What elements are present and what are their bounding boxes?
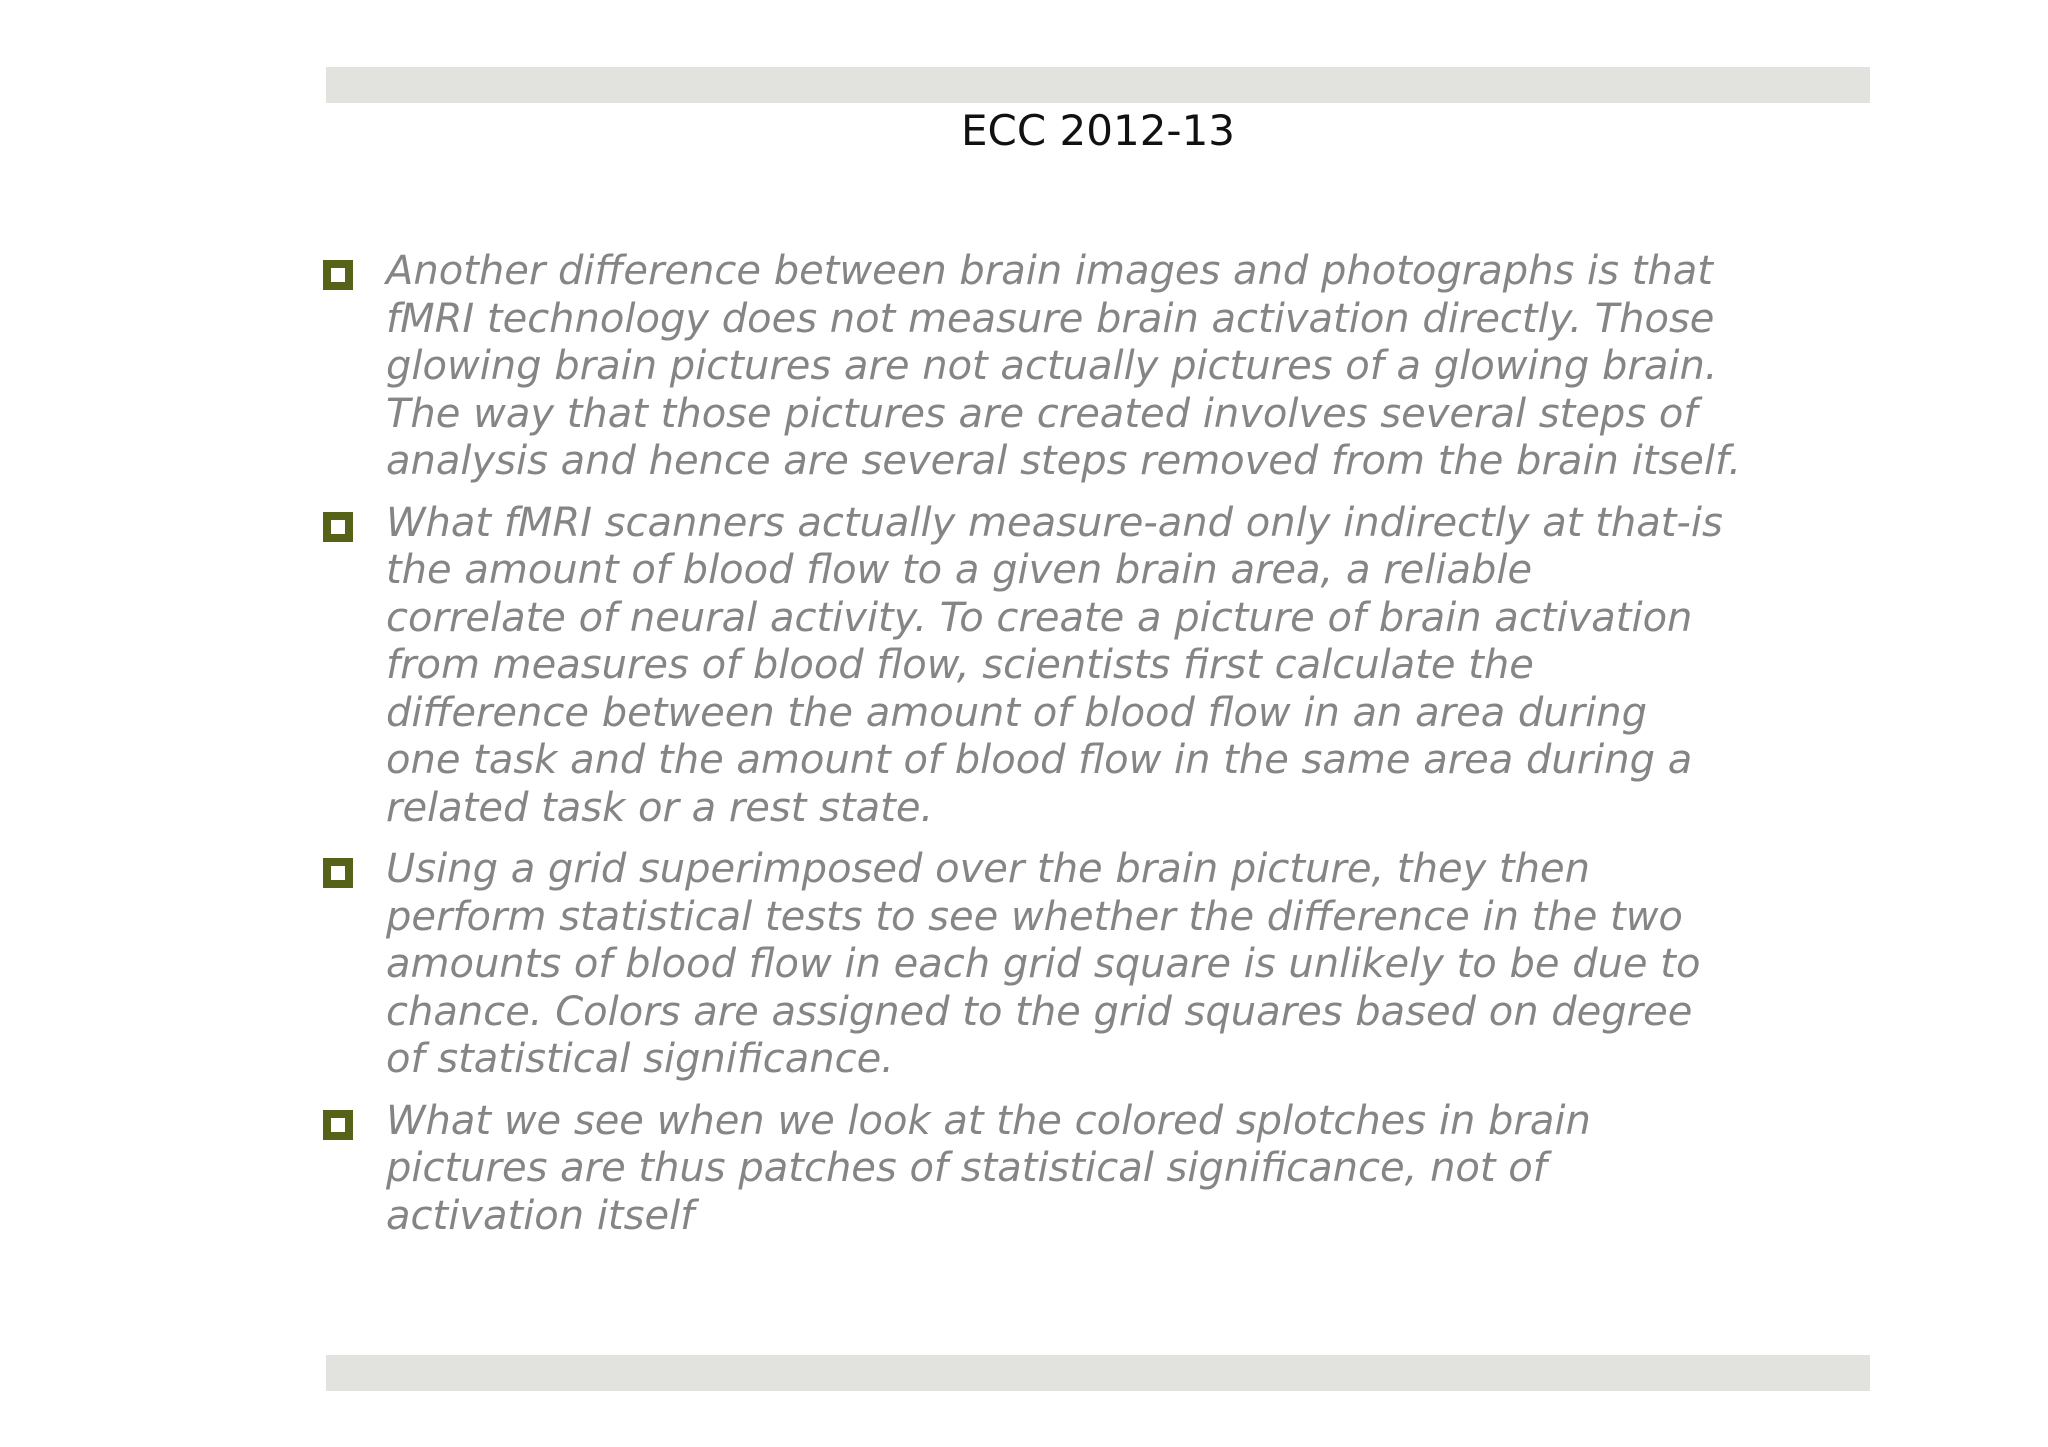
bullet-item xyxy=(320,846,1840,1084)
square-bullet-icon xyxy=(323,1110,353,1140)
square-bullet-icon xyxy=(323,512,353,542)
bullet-item xyxy=(320,1098,1840,1241)
bullet-text: Another difference between brain images and photographs is that fMRI technology does not measure brain activation directly. Those glowing brain pictures are not actually pictures of a glowing brain. The way that those pictures are created involves several steps of analysis and hence are several steps removed from the brain itself. xyxy=(386,248,1742,484)
bottom-decorative-band xyxy=(326,1355,1870,1391)
bullet-item xyxy=(320,248,1840,486)
bullet-item xyxy=(320,500,1840,833)
square-bullet-icon xyxy=(323,260,353,290)
bullet-text: What we see when we look at the colored splotches in brain pictures are thus patches of statistical significance, not of activation itself xyxy=(386,1097,1591,1239)
bullet-text: Using a grid superimposed over the brain picture, they then perform statistical tests to see whether the difference in the two amounts of blood flow in each grid square is unlikely to be due to chance. Colors are assigned to the grid squares based on degree of statistical significance. xyxy=(386,846,1701,1082)
square-bullet-icon xyxy=(323,858,353,888)
bullet-list xyxy=(320,248,1840,1254)
top-decorative-band xyxy=(326,67,1870,103)
bullet-text: What fMRI scanners actually measure-and only indirectly at that-is the amount of blood flow to a given brain area, a reliable correlate of neural activity. To create a picture of brain activation from measures of blood flow, scientists first calculate the difference between the amount of blood flow in an area during one task and the amount of blood flow in the same area during a related task or a rest state. xyxy=(386,499,1723,831)
slide-title: ECC 2012-13 xyxy=(960,106,1236,155)
